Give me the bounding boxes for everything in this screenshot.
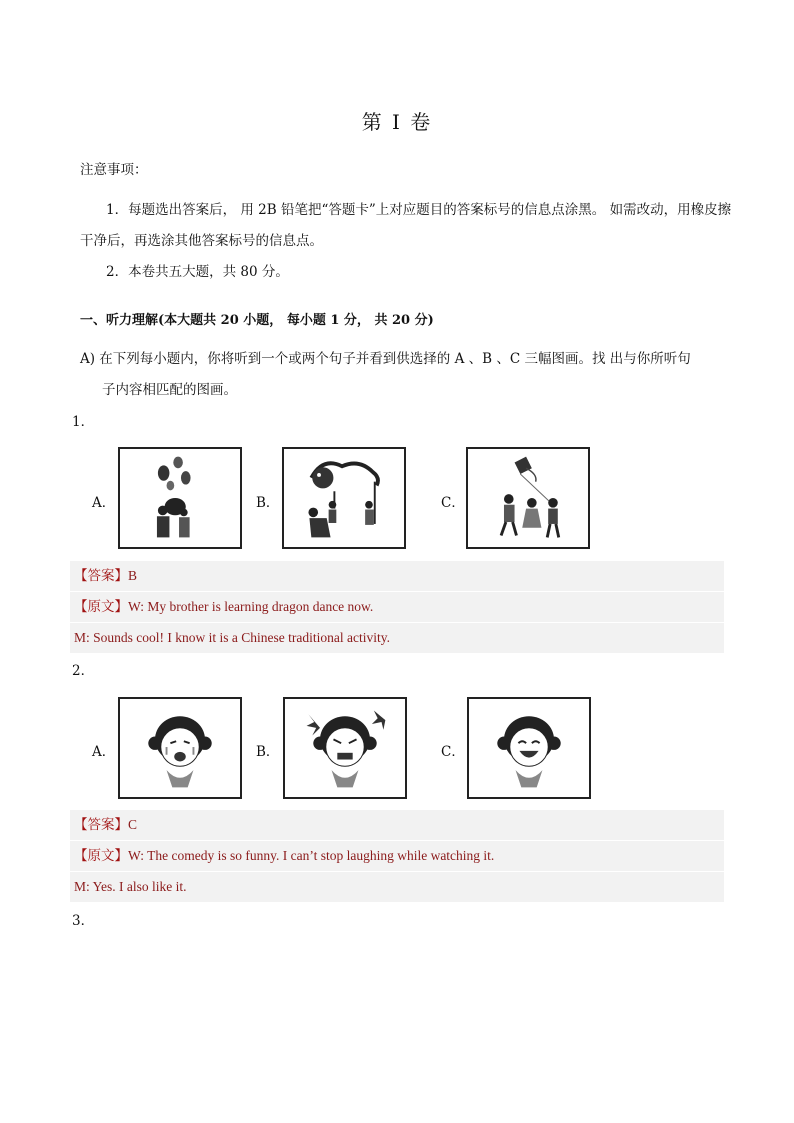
q1-source-tag: 【原文】 <box>74 599 128 614</box>
q2-answer-tag: 【答案】 <box>74 817 128 832</box>
q2-option-c-label: C． <box>441 744 465 760</box>
q2-option-a-image <box>118 697 242 799</box>
q2-option-c-image <box>467 697 591 799</box>
notice-item-1-line-1: 1．每题选出答案后， 用 2B 铅笔把“答题卡”上对应题目的答案标号的信息点涂黑。 如需改动，用橡皮擦 <box>106 202 732 218</box>
kite-flying-icon <box>468 449 588 547</box>
section-instruction-line-1: A) 在下列每小题内，你将听到一个或两个句子并看到供选择的 A 、B 、C 三幅图画。找 出与你所听句 <box>80 351 691 367</box>
q1-option-b-image <box>282 447 406 549</box>
q1-option-a-image <box>118 447 242 549</box>
question-1-number: 1． <box>72 414 95 430</box>
notice-item-2: 2．本卷共五大题，共 80 分。 <box>106 264 289 280</box>
q2-source-text-1: W: The comedy is so funny. I can’t stop laughing while watching it. <box>128 848 495 863</box>
question-2-answer-box <box>70 810 724 902</box>
q1-source-text-1: W: My brother is learning dragon dance now. <box>128 599 374 614</box>
q1-option-a-label: A． <box>92 495 116 511</box>
q2-source-line-2: M: Yes. I also like it. <box>70 871 724 902</box>
q1-source-line-2: M: Sounds cool! I know it is a Chinese traditional activity. <box>70 622 724 653</box>
question-1-answer-box <box>70 561 724 653</box>
lantern-festival-icon <box>120 449 240 547</box>
question-2-number: 2． <box>72 663 95 679</box>
notice-heading: 注意事项： <box>80 162 148 178</box>
q2-option-b-image <box>283 697 407 799</box>
q2-answer-line <box>70 810 724 840</box>
q1-option-c-image <box>466 447 590 549</box>
angry-girl-icon <box>285 699 405 797</box>
dragon-dance-icon <box>284 449 404 547</box>
q2-option-a-label: A． <box>92 744 116 760</box>
q2-source-line-1 <box>70 840 724 871</box>
q1-option-b-label: B． <box>256 495 280 511</box>
q1-answer-tag: 【答案】 <box>74 568 128 583</box>
section-heading: 一、听力理解(本大题共 20 小题， 每小题 1 分， 共 20 分) <box>80 313 434 328</box>
section-instruction-line-2: 子内容相匹配的图画。 <box>102 382 237 398</box>
q2-source-tag: 【原文】 <box>74 848 128 863</box>
laughing-girl-icon <box>469 699 589 797</box>
question-3-number: 3． <box>72 913 95 929</box>
q2-answer: C <box>128 817 138 832</box>
crying-girl-icon <box>120 699 240 797</box>
q1-answer-line <box>70 561 724 591</box>
q1-answer: B <box>128 568 138 583</box>
q1-source-line-1 <box>70 591 724 622</box>
notice-item-1-line-2: 干净后，再选涂其他答案标号的信息点。 <box>80 233 323 249</box>
q2-option-b-label: B． <box>256 744 280 760</box>
q1-option-c-label: C． <box>441 495 465 511</box>
page-title: 第 I 卷 <box>361 110 433 134</box>
